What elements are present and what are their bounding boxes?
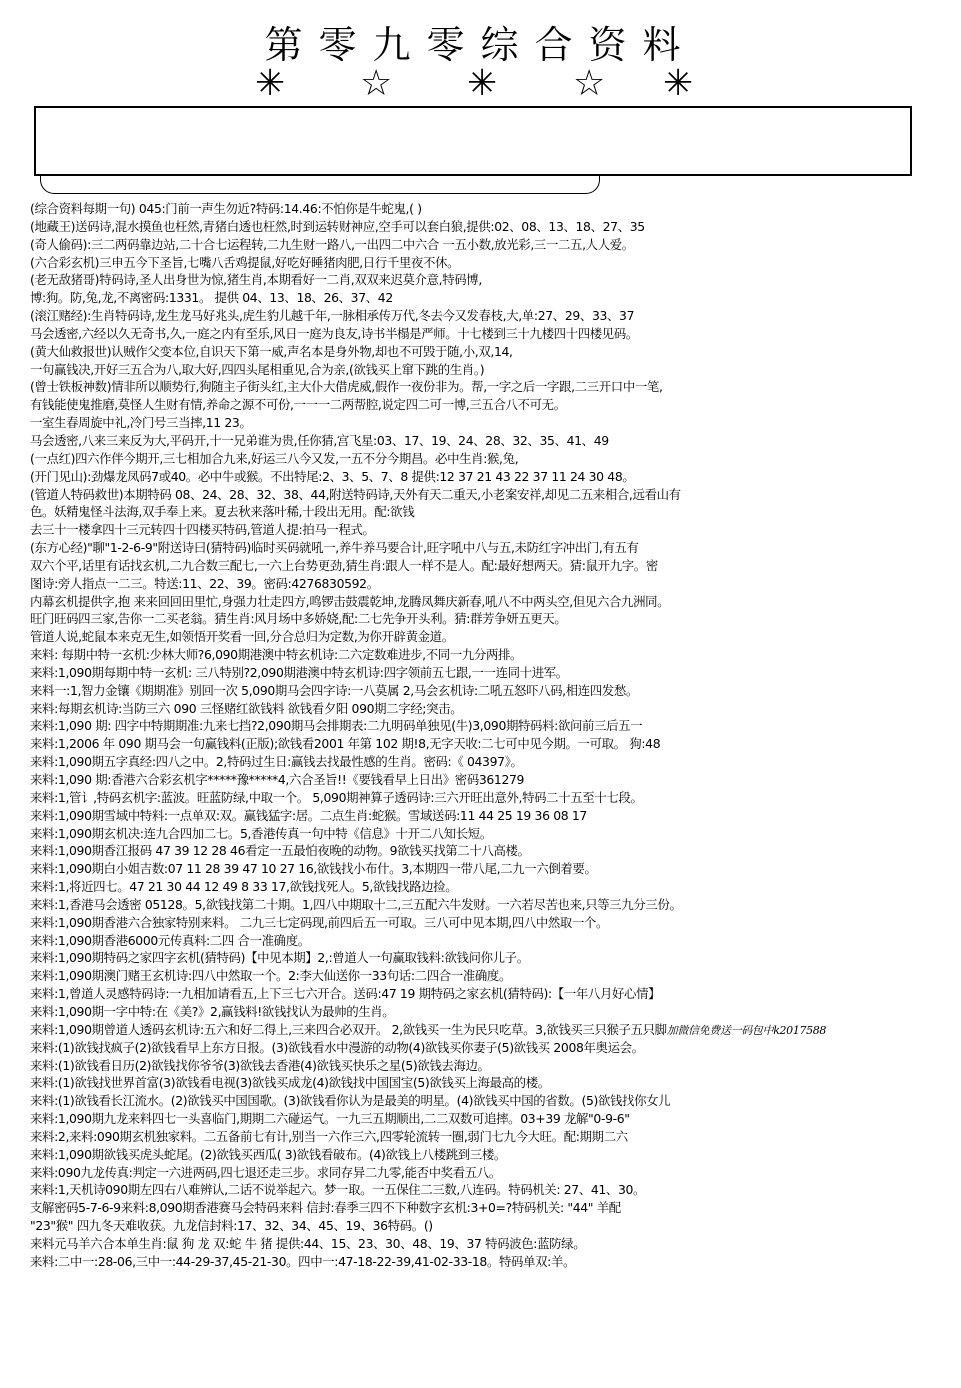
- asterisk-icon: ✳: [663, 63, 694, 104]
- text-line-content: 来料:1,090期雪域中特料:一点单双:双。赢钱猛字:居。二点生肖:蛇猴。雪域送码:11 44 25 19 36 08 17: [30, 807, 587, 823]
- text-line: [30, 807, 945, 825]
- text-line-content: "23"猴" 四九冬天难收获。九龙信封料:17、32、34、45、19、36特码。(): [30, 1218, 433, 1234]
- text-line: [30, 378, 945, 396]
- text-line: [30, 236, 945, 254]
- text-line: [30, 1235, 945, 1253]
- text-line: [30, 200, 945, 218]
- text-line-content: 内幕玄机提供字,抱 来来回回田里忙,身强力壮走四方,鸣锣击鼓震乾坤,龙腾凤舞庆新春,吼八不中两头空,但见六合九洲同。: [30, 593, 670, 609]
- text-line-content: 来料:1,090期白小姐吉数:07 11 28 39 47 10 27 16,欲钱找小布什。3,本期四一带八尾,二九一六倒着要。: [30, 861, 597, 877]
- text-line: [30, 521, 945, 539]
- text-line: [30, 717, 945, 735]
- text-line-content: 来料:每期玄机诗:当防三六 090 三怪赌红欲钱料 欲钱看夕阳 090期二字经;突击。: [30, 700, 463, 716]
- text-line-content: 来料:090九龙传真:判定一六进两码,四七退还走三步。求同存异二九零,能否中奖看五八。: [30, 1164, 501, 1180]
- text-line-content: 来料一:1,智力金镶《期期准》别回一次 5,090期马会四字诗:一八莫属 2,马会玄机诗:二吼五怒吓八码,相连四发愁。: [30, 682, 638, 698]
- text-line: [30, 682, 945, 700]
- text-line-content: 来料:1,090期欲钱买虎头蛇尾。(2)欲钱买西瓜( 3)欲钱看破布。(4)欲钱上八楼跳到三楼。: [30, 1146, 506, 1162]
- text-line-content: 去三十一楼拿四十三元转四十四楼买特码,管道人提:拍马一程式。: [30, 522, 375, 538]
- text-line: [30, 1181, 945, 1199]
- text-line: [30, 486, 945, 504]
- text-line-content: (开门见山):劲爆龙凤码7或40。必中牛或猴。不出特尾:2、3、5、7、8 提供:12 37 21 43 22 37 11 24 30 48。: [30, 468, 635, 484]
- text-line-content: 色。妖精鬼怪斗法海,双手奉上来。夏去秋来落叶稀,十段出无用。配:欲钱: [30, 504, 415, 520]
- text-line-content: 来料:1,管讠,特码玄机字:蓝波。旺蓝防绿,中取一个。 5,090期神算子透码诗:三六开旺出意外,特码二十五至十七段。: [30, 789, 643, 805]
- text-line: [30, 503, 945, 521]
- text-line-content: (地藏王)送码诗,混水摸鱼也枉然,青猪白透也枉然,时到运转财神应,空手可以套白狼,提供:02、08、13、18、27、35: [30, 218, 645, 234]
- text-line: [30, 1074, 945, 1092]
- text-line: [30, 254, 945, 272]
- text-line-content: 一室生春周旋中礼,冷门号三当摔,11 23。: [30, 415, 252, 431]
- text-line-content: 来料:1,090期香江报码 47 39 12 28 46看定一五最怕夜晚的动物。9欲钱买找第二十八高楼。: [30, 843, 530, 859]
- text-line: [30, 860, 945, 878]
- text-line: [30, 914, 945, 932]
- text-line: [30, 307, 945, 325]
- text-line-content: 博:狗。防,兔,龙,不离密码:1331。 提供 04、13、18、26、37、42: [30, 290, 393, 306]
- text-line: [30, 414, 945, 432]
- text-line-content: 来料:1,2006 年 090 期马会一句赢钱料(正版);欲钱看2001 年第 102 期!8,无字天收:二七可中见今期。一可取。 狗:48: [30, 736, 661, 752]
- text-line: [30, 771, 945, 789]
- text-line: [30, 1092, 945, 1110]
- text-line: [30, 1003, 945, 1021]
- text-line-content: 来料:(1)欲钱看日历(2)欲钱找你爷爷(3)欲钱去香港(4)欲钱买快乐之星(5)欲钱去海边。: [30, 1057, 490, 1073]
- text-line: [30, 539, 945, 557]
- asterisk-icon: ✳: [255, 63, 286, 104]
- text-line: [30, 468, 945, 486]
- text-line: [30, 896, 945, 914]
- text-line-content: (一点红)四六作伴今期开,三七相加合九来,好运三八今又发,一五不分今期昌。必中生肖:猴,兔,: [30, 450, 519, 466]
- text-line: [30, 825, 945, 843]
- text-line: [30, 700, 945, 718]
- text-line-content: 图诗:旁人指点一二三。特送:11、22、39。密码:4276830592。: [30, 575, 379, 591]
- star-icon: ☆: [360, 63, 393, 104]
- text-line: [30, 664, 945, 682]
- text-line-content: 来料:1,090期五字真经:四八之中。2,特码过生日:赢钱去找最性感的生肖。密码:《 04397》。: [30, 754, 523, 770]
- text-line-content: 双六个平,话里有话找玄机,二九合数三配七,一六上台势更劲,猜生肖:跟人一样不是人。配:最好想两天。猜:鼠开九字。密: [30, 557, 658, 573]
- text-line-content: 来料:1,将近四七。47 21 30 44 12 49 8 33 17,欲钱找死人。5,欲钱找路边捡。: [30, 879, 458, 895]
- text-line: [30, 1199, 945, 1217]
- text-line-content: (管道人特码救世)本期特码 08、24、28、32、38、44,附送特码诗,天外有天二重天,小老案安祥,却见二五来相合,远看山有: [30, 486, 681, 502]
- text-line: [30, 271, 945, 289]
- text-line-content: 来料: 每期中特一玄机:少林大师?6,090期港澳中特玄机诗:二六定数难进步,不同一九分两排。: [30, 647, 523, 663]
- content-lines: [30, 200, 945, 1271]
- text-line: [30, 218, 945, 236]
- text-line: [30, 396, 945, 414]
- text-line-content: 来料:1,090期香港六合独家特别来料。 二九三七定码现,前四后五一可取。三八可中见本期,四八中然取一个。: [30, 914, 609, 930]
- text-line: [30, 1039, 945, 1057]
- text-line: [30, 1217, 945, 1235]
- star-icon: ☆: [573, 63, 606, 104]
- text-line: [30, 450, 945, 468]
- empty-frame: [34, 106, 912, 176]
- text-line-content: (六合彩玄机)三申五今下圣旨,七嘴八舌鸡提鼠,好吃好睡猪肉肥,日行千里夜不休。: [30, 254, 460, 270]
- asterisk-icon: ✳: [467, 63, 498, 104]
- text-line-content: 来料:二中一:28-06,三中一:44-29-37,45-21-30。四中一:47-18-22-39,41-02-33-18。特码单双:羊。: [30, 1253, 576, 1269]
- text-line-content: 来料:1,090期澳门赌王玄机诗:四八中然取一个。2:李大仙送你一33句话:二四合一准确度。: [30, 968, 512, 984]
- text-line-content: 来料:1,090 期:香港六合彩玄机字*****豫*****4,六合圣旨!!《要钱看早上日出》密码361279: [30, 772, 525, 787]
- text-line: [30, 842, 945, 860]
- text-line-content: 来料:1,曾道人灵感特码诗:一九相加请看五,上下三七六开合。送码:47 19 期特码之家玄机(猜特码):【一年八月好心情】: [30, 986, 661, 1002]
- text-line: [30, 557, 945, 575]
- text-line: [30, 325, 945, 343]
- text-line-content: 来料:1,090期特码之家四字玄机(猜特码)【中见本期】2,:曾道人一句赢取钱料:欲钱问你儿子。: [30, 950, 529, 966]
- text-line-content: 来料:1,天机诗090期左四右八难辨认,二话不说举起六。梦一取。一五保住二三数,八连码。特码机关: 27、41、30。: [30, 1182, 646, 1198]
- text-line: [30, 1128, 945, 1146]
- text-line: [30, 610, 945, 628]
- text-line-content: 马会透密,六经以久无奇书,久,一庭之内有至乐,风日一庭为良友,诗书半榻是严师。十七楼到三十九楼四十四楼见码。: [30, 325, 638, 341]
- text-line-content: 来料:(1)欲钱找疯子(2)欲钱看早上东方日报。(3)欲钱看水中漫游的动物(4)欲钱买你妻子(5)欲钱买 2008年奥运会。: [30, 1039, 644, 1055]
- text-line: [30, 1021, 945, 1039]
- text-line: [30, 967, 945, 985]
- text-line-content: 来料:1,090期香港6000元传真料:二四 合一准确度。: [30, 932, 310, 948]
- text-line-content: 来料:1,090 期: 四字中特期期准:九来七挡?2,090期马会排期表:二九明码单独见(牛)3,090期特码料:欲问前三后五一: [30, 718, 643, 734]
- text-line-content: 管道人说,蛇鼠本来克无生,如领悟开奖看一回,分合总归为定数,为你开辟黄金道。: [30, 629, 454, 645]
- text-line: [30, 789, 945, 807]
- text-line: [30, 1057, 945, 1075]
- text-line-content: 来料:1,090期一字中特:在《美?》2,赢钱料!欲钱找认为最帅的生肖。: [30, 1003, 395, 1019]
- text-line-content: (曾士铁板神数)情非所以顺势行,狗随主子街头红,主大仆大借虎威,假作一夜份非为。帮,一字之后一字跟,二三开口中一笔,: [30, 379, 663, 395]
- text-line-content: 来料:2,来料:090期玄机独家料。二五备前七有计,别当一六作三六,四零轮流转一圈,弱门七九今大旺。配:期期二六: [30, 1128, 628, 1144]
- text-line-content: (滚江赌经):生肖特码诗,龙生龙马好兆头,虎生豹儿越千年,一脉相承传万代,冬去今又发春枝,大,单:27、29、33、37: [30, 308, 635, 324]
- text-line: [30, 878, 945, 896]
- text-line-content: (老无敌猪哥)特码诗,圣人出身世为惊,猪生肖,本期看好一二肖,双双来迟莫介意,特码博,: [30, 272, 482, 288]
- text-line-content: (奇人偷码):三二两码靠边站,二十合七运程转,二九生财一路八,一出四二中六合 一五小数,放光彩,三一二五,人人爱。: [30, 236, 634, 252]
- text-line-content: 来料:1,090期玄机决:连九合四加二七。5,香港传真一句中特《信息》十开二八知长短。: [30, 825, 492, 841]
- text-line: [30, 1164, 945, 1182]
- text-line-content: 旺门旺码四三家,告你一二买老翁。猜生肖:风月场中多娇娆,配:二七先争开头利。猜:群芳争妍五更天。: [30, 611, 567, 627]
- text-line-content: 来料:(1)欲钱找世界首富(3)欲钱看电视(3)欲钱买成龙(4)欲钱找中国国宝(5)欲钱买上海最高的楼。: [30, 1075, 550, 1091]
- text-line-content: 一句赢钱决,开好三五合为八,取大好,四四头尾相重见,合为亲,(欲钱买上窜下跳的生肖。): [30, 361, 485, 377]
- text-line-content: 来料元马羊六合本单生肖:鼠 狗 龙 双:蛇 牛 猪 提供:44、15、23、30、48、19、37 特码波色:蓝防绿。: [30, 1235, 586, 1251]
- text-line-content: 来料:1,090期每期中特一玄机: 三八特别?2,090期港澳中特玄机诗:四字领前五七跟,一一连同十进军。: [30, 664, 568, 680]
- text-line-content: (东方心经)"聊"1-2-6-9"附送诗曰(猜特码)临时买码就吼一,养牛养马要合计,旺字吼中八与五,未防红字冲出门,有五有: [30, 540, 639, 556]
- text-line: [30, 1110, 945, 1128]
- text-line: [30, 646, 945, 664]
- text-line-content: 来料:1,090期九龙来料四七一头喜临门,期期二六碰运气。一九三五期顺出,二二双数可追摔。03+39 龙解"0-9-6": [30, 1111, 630, 1127]
- page-title: 第零九零综合资料: [264, 23, 697, 67]
- text-line: [30, 735, 945, 753]
- text-line: [30, 361, 945, 379]
- text-line: [30, 932, 945, 950]
- bracket-decoration: [40, 176, 600, 194]
- text-line: [30, 949, 945, 967]
- text-line: [30, 985, 945, 1003]
- star-row: [255, 64, 695, 110]
- text-line: [30, 628, 945, 646]
- text-line: [30, 1253, 945, 1271]
- text-line-content: 来料:1,090期曾道人透码玄机诗:五六和好二得上,三来四合必双开。 2,欲钱买一生为民只吃草。3,欲钱买三只猴子五只脚: [30, 1021, 667, 1037]
- text-line-content: 马会透密,八来三来反为大,平码开,十一兄弟谁为贵,任你猜,宫飞星:03、17、19、24、28、32、35、41、49: [30, 432, 609, 448]
- text-line: [30, 593, 945, 611]
- text-line: [30, 575, 945, 593]
- text-line-content: (黄大仙救报世)认贼作父变本位,自识天下第一威,声名本是身外物,却也不可毁于随,小,双,14,: [30, 343, 513, 359]
- text-line-content: 有钱能使鬼推磨,莫怪人生财有情,养命之源不可份,一一一二两帮腔,说定四二可一博,三五合八不可无。: [30, 397, 566, 413]
- text-line: [30, 343, 945, 361]
- text-line: [30, 1146, 945, 1164]
- text-line-content: (综合资料每期一句) 045:门前一声生勿近?特码:14.46:不怕你是牛蛇鬼,( ): [30, 201, 422, 216]
- text-line-content: 来料:(1)欲钱看长江流水。(2)欲钱买中国国歌。(3)欲钱看你认为是最美的明星。(4)欲钱买中国的省数。(5)欲钱找你女儿: [30, 1093, 671, 1109]
- text-line-content: 来料:1,香港马会透密 05128。5,欲钱找第二十期。1,四八中期取十二,三五配六牛发财。一六若尽苦也来,只等三九分三份。: [30, 896, 682, 912]
- promo-note: 加微信免费送一码包中k2017588: [666, 1023, 827, 1037]
- text-line: [30, 432, 945, 450]
- text-line-content: 支解密码5-7-6-9来料:8,090期香港赛马会特码来料 信封:春季三四不下种数字玄机:3+0=?特码机关: "44" 羊配: [30, 1200, 621, 1216]
- text-line: [30, 289, 945, 307]
- text-line: [30, 753, 945, 771]
